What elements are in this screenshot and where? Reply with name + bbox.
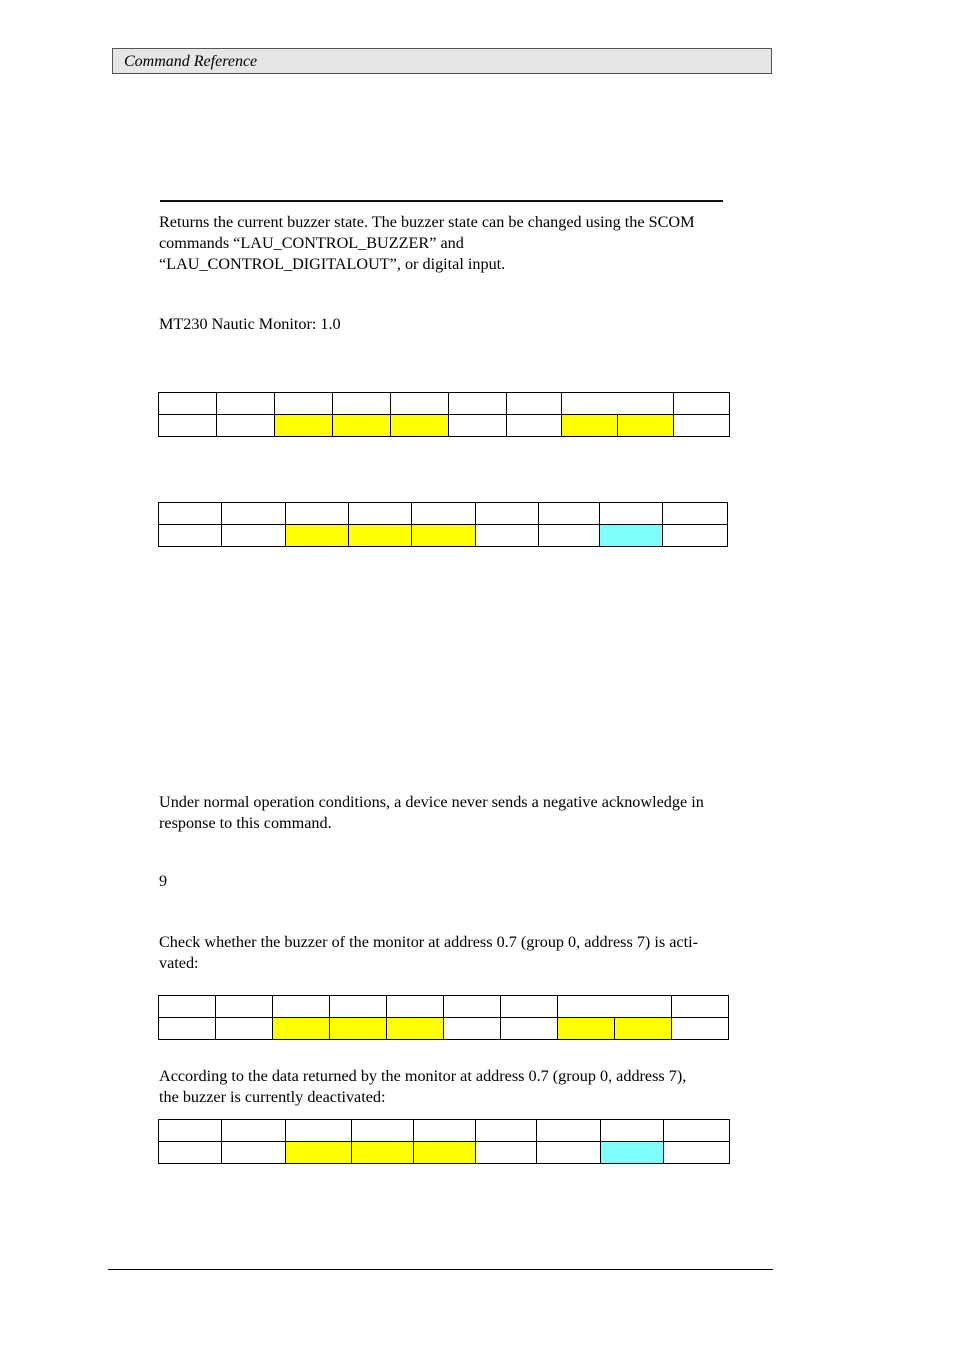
table-cell xyxy=(501,1018,558,1040)
table-cell-highlighted xyxy=(615,1018,672,1040)
table-cell xyxy=(412,503,476,525)
table-cell xyxy=(663,525,728,547)
example-intro-line-1: Check whether the buzzer of the monitor at address 0.7 (group 0, address 7) is acti- xyxy=(159,933,698,951)
table-cell xyxy=(537,1120,601,1142)
table-cell-highlighted xyxy=(391,415,449,437)
description-paragraph xyxy=(159,212,729,275)
header-title: Command Reference xyxy=(124,53,258,70)
table-cell xyxy=(159,503,222,525)
nak-paragraph xyxy=(159,792,729,834)
table-cell xyxy=(414,1120,476,1142)
table-cell xyxy=(330,996,387,1018)
response-frame-table xyxy=(158,502,728,547)
nak-line-1: Under normal operation conditions, a device never sends a negative acknowledge in xyxy=(159,793,704,811)
table-cell xyxy=(507,415,562,437)
table-cell-highlighted xyxy=(412,525,476,547)
table-cell xyxy=(159,1120,222,1142)
description-line-3: “LAU_CONTROL_DIGITALOUT”, or digital input. xyxy=(159,255,506,273)
table-cell-highlighted xyxy=(286,525,349,547)
table-cell xyxy=(601,1120,664,1142)
table-cell-highlighted xyxy=(275,415,333,437)
table-row xyxy=(159,1120,730,1142)
table-cell-data xyxy=(601,1142,664,1164)
table-cell xyxy=(672,1018,729,1040)
table-cell xyxy=(663,503,728,525)
command-title-rule xyxy=(160,200,723,202)
table-cell xyxy=(222,1120,286,1142)
table-cell xyxy=(352,1120,414,1142)
table-cell xyxy=(537,1142,601,1164)
table-cell xyxy=(349,503,412,525)
table-cell xyxy=(501,996,558,1018)
description-line-1: Returns the current buzzer state. The buzzer state can be changed using the SCOM xyxy=(159,213,695,231)
table-cell xyxy=(476,1120,537,1142)
table-cell xyxy=(562,393,674,415)
table-cell xyxy=(476,503,539,525)
table-cell xyxy=(449,415,507,437)
ack-value: 9 xyxy=(159,872,168,890)
example-response-line-2: the buzzer is currently deactivated: xyxy=(159,1088,386,1106)
support-text: MT230 Nautic Monitor: 1.0 xyxy=(159,315,341,333)
request-frame-table xyxy=(158,392,730,437)
table-cell-highlighted xyxy=(352,1142,414,1164)
table-cell-highlighted xyxy=(387,1018,444,1040)
table-cell xyxy=(275,393,333,415)
table-cell xyxy=(286,1120,352,1142)
table-cell xyxy=(159,1142,222,1164)
table-cell xyxy=(674,415,730,437)
table-cell xyxy=(507,393,562,415)
table-cell-highlighted xyxy=(414,1142,476,1164)
example-intro-line-2: vated: xyxy=(159,954,199,972)
header-box xyxy=(112,48,772,74)
table-cell xyxy=(217,415,275,437)
table-cell xyxy=(222,525,286,547)
table-cell-highlighted xyxy=(562,415,618,437)
example-response-text xyxy=(159,1066,729,1108)
table-cell-highlighted xyxy=(330,1018,387,1040)
table-cell xyxy=(539,525,600,547)
table-cell xyxy=(159,525,222,547)
table-cell xyxy=(159,393,217,415)
example-request-table xyxy=(158,995,729,1040)
footer-rule xyxy=(108,1269,773,1270)
table-cell xyxy=(222,503,286,525)
table-row xyxy=(159,503,728,525)
nak-line-2: response to this command. xyxy=(159,814,332,832)
table-cell xyxy=(216,1018,273,1040)
table-cell xyxy=(444,1018,501,1040)
table-cell-data xyxy=(600,525,663,547)
example-response-table xyxy=(158,1119,730,1164)
table-cell xyxy=(159,415,217,437)
description-line-2: commands “LAU_CONTROL_BUZZER” and xyxy=(159,234,464,252)
table-cell xyxy=(600,503,663,525)
table-cell xyxy=(672,996,729,1018)
table-cell xyxy=(476,1142,537,1164)
table-cell xyxy=(674,393,730,415)
table-cell xyxy=(333,393,391,415)
table-cell xyxy=(216,996,273,1018)
table-cell-highlighted xyxy=(618,415,674,437)
table-cell xyxy=(159,1018,216,1040)
table-row xyxy=(159,415,730,437)
table-cell xyxy=(664,1120,730,1142)
table-cell xyxy=(449,393,507,415)
table-cell xyxy=(539,503,600,525)
table-row xyxy=(159,525,728,547)
table-cell xyxy=(387,996,444,1018)
table-cell xyxy=(444,996,501,1018)
table-row xyxy=(159,1142,730,1164)
table-cell xyxy=(664,1142,730,1164)
table-row xyxy=(159,393,730,415)
table-row xyxy=(159,1018,729,1040)
table-cell xyxy=(273,996,330,1018)
table-cell xyxy=(222,1142,286,1164)
table-cell-highlighted xyxy=(349,525,412,547)
table-cell xyxy=(159,996,216,1018)
table-cell xyxy=(476,525,539,547)
table-cell-highlighted xyxy=(333,415,391,437)
table-cell-highlighted xyxy=(273,1018,330,1040)
table-row xyxy=(159,996,729,1018)
table-cell-highlighted xyxy=(558,1018,615,1040)
table-cell xyxy=(391,393,449,415)
table-cell-highlighted xyxy=(286,1142,352,1164)
table-cell xyxy=(217,393,275,415)
table-cell xyxy=(286,503,349,525)
example-response-line-1: According to the data returned by the monitor at address 0.7 (group 0, address 7), xyxy=(159,1067,687,1085)
table-cell xyxy=(558,996,672,1018)
example-intro xyxy=(159,932,729,974)
